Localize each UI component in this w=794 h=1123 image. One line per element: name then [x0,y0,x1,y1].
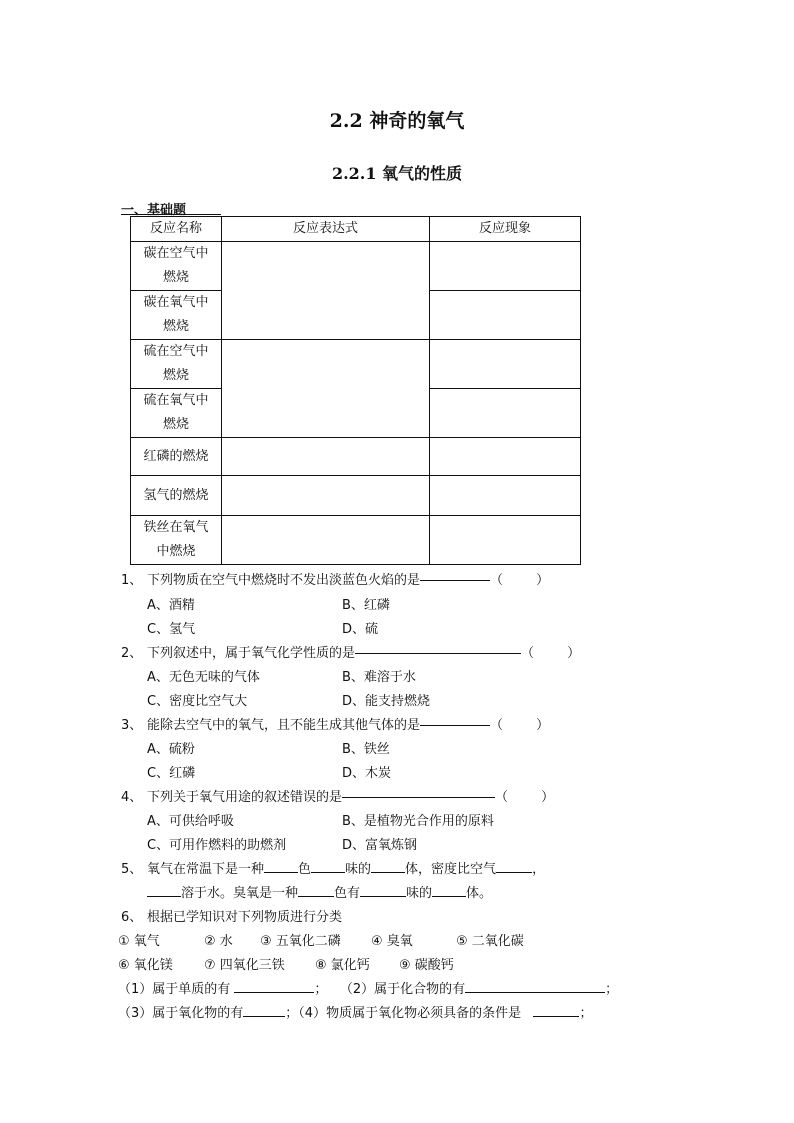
phenomenon-cell[interactable] [430,242,581,291]
option[interactable]: D、硫 [342,622,379,637]
reaction-name-cell: 碳在氧气中 燃烧 [131,291,222,340]
question-number: 5、 [121,862,143,877]
reaction-name-cell: 氢气的燃烧 [131,476,222,516]
option[interactable]: D、木炭 [342,766,392,781]
answer-dash [420,580,490,581]
table-row [131,438,581,476]
answer-dash [342,797,495,798]
table-row [131,242,581,291]
fill-blank[interactable] [264,858,298,873]
question-4: 下列关于氧气用途的叙述错误的是 （ ） [147,786,554,805]
header-reaction-phenomenon: 反应现象 [430,217,581,242]
question-5-line-2: 溶于水。臭氧是一种 色有 味的 体。 [147,882,492,901]
question-number: 6、 [121,910,143,925]
option[interactable]: B、难溶于水 [342,670,416,685]
fill-blank[interactable] [298,882,334,897]
option[interactable]: A、硫粉 [147,742,195,757]
substance-item: ⑨ 碳酸钙 [399,958,454,973]
table-header-row [131,217,581,242]
answer-paren[interactable]: （ ） [495,790,555,805]
classification-line-2: （3）属于氧化物的有 ；（4）物质属于氧化物必须具备的条件是 ； [118,1002,593,1021]
option[interactable]: A、无色无味的气体 [147,670,260,685]
option[interactable]: C、可用作燃料的助燃剂 [147,838,287,853]
page-title: 2.2 神奇的氧气 [329,110,465,132]
fill-blank[interactable] [243,1002,285,1017]
option[interactable]: C、密度比空气大 [147,694,248,709]
question-5-line-1: 氧气在常温下是一种 色 味的 体，密度比空气 ， [147,858,545,877]
substance-item: ⑥ 氧化镁 [118,958,173,973]
fill-blank[interactable] [496,858,532,873]
phenomenon-cell[interactable] [430,389,581,438]
option[interactable]: B、红磷 [342,598,390,613]
option[interactable]: B、铁丝 [342,742,390,757]
reaction-name-cell: 碳在空气中 燃烧 [131,242,222,291]
expression-cell[interactable] [222,438,430,476]
reaction-table [130,216,581,565]
fill-blank[interactable] [465,978,605,993]
question-6-prompt: 根据已学知识对下列物质进行分类 [147,910,343,925]
question-number: 1、 [121,573,143,588]
phenomenon-cell[interactable] [430,516,581,565]
reaction-name-cell: 硫在空气中 燃烧 [131,340,222,389]
fill-blank[interactable] [311,858,345,873]
substance-item: ④ 臭氧 [371,934,413,949]
option[interactable]: C、氢气 [147,622,196,637]
classification-line-1: （1）属于单质的有 ； （2）属于化合物的有 ； [118,978,618,997]
substance-item: ⑦ 四氧化三铁 [204,958,285,973]
option[interactable]: A、酒精 [147,598,195,613]
expression-cell[interactable] [222,476,430,516]
fill-blank[interactable] [533,1002,579,1017]
phenomenon-cell[interactable] [430,340,581,389]
fill-blank[interactable] [432,882,466,897]
option[interactable]: D、富氧炼钢 [342,838,418,853]
option[interactable]: A、可供给呼吸 [147,814,234,829]
section-subtitle: 2.2.1 氧气的性质 [331,164,463,183]
question-2: 下列叙述中，属于氧气化学性质的是 （ ） [147,642,580,661]
phenomenon-cell[interactable] [430,438,581,476]
reaction-name-cell: 铁丝在氧气 中燃烧 [131,516,222,565]
answer-dash [355,653,521,654]
expression-cell-carbon[interactable] [222,242,430,340]
question-1: 下列物质在空气中燃烧时不发出淡蓝色火焰的是 （ ） [147,569,549,588]
table-row [131,516,581,565]
question-number: 4、 [121,790,143,805]
answer-paren[interactable]: （ ） [521,646,581,661]
reaction-name-cell: 红磷的燃烧 [131,438,222,476]
fill-blank[interactable] [360,882,406,897]
answer-dash [420,725,490,726]
phenomenon-cell[interactable] [430,476,581,516]
substance-item: ⑧ 氯化钙 [315,958,370,973]
fill-blank[interactable] [234,978,314,993]
table-row [131,476,581,516]
answer-paren[interactable]: （ ） [490,718,550,733]
phenomenon-cell[interactable] [430,291,581,340]
fill-blank[interactable] [371,858,405,873]
substance-item: ② 水 [204,934,233,949]
option[interactable]: B、是植物光合作用的原料 [342,814,494,829]
substance-item: ③ 五氧化二磷 [260,934,341,949]
reaction-name-cell: 硫在氧气中 燃烧 [131,389,222,438]
header-reaction-expression: 反应表达式 [222,217,430,242]
section-heading: 一、基础题 [121,203,187,218]
section-underline [121,214,221,215]
substance-item: ① 氧气 [118,934,160,949]
question-number: 3、 [121,718,143,733]
question-3: 能除去空气中的氧气，且不能生成其他气体的是 （ ） [147,714,549,733]
substance-item: ⑤ 二氧化碳 [456,934,524,949]
option[interactable]: D、能支持燃烧 [342,694,431,709]
answer-paren[interactable]: （ ） [490,573,550,588]
table-row [131,340,581,389]
fill-blank[interactable] [147,882,181,897]
option[interactable]: C、红磷 [147,766,196,781]
question-number: 2、 [121,646,143,661]
expression-cell-sulfur[interactable] [222,340,430,438]
header-reaction-name: 反应名称 [131,217,222,242]
expression-cell[interactable] [222,516,430,565]
